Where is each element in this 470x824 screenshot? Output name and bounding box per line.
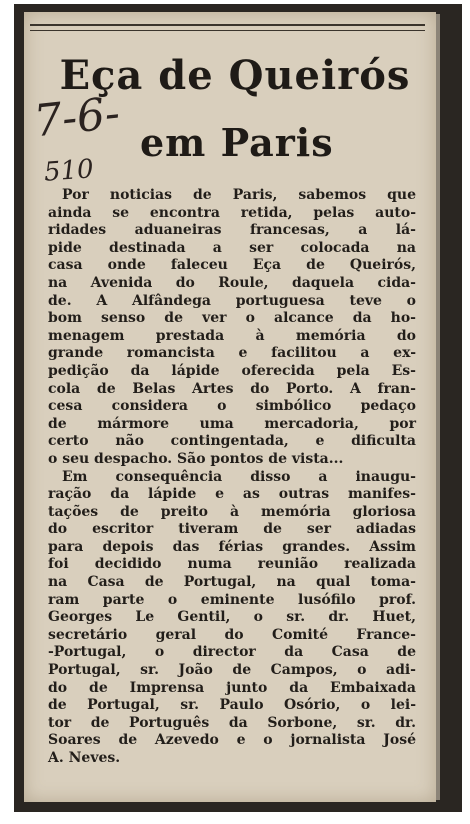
paragraph-1 bbox=[48, 187, 416, 469]
text-line: Por noticias de Paris, sabemos que bbox=[62, 187, 416, 203]
text-line: de Portugal, sr. Paulo Osório, o lei- bbox=[48, 697, 416, 714]
text-line: menagem prestada à memória do bbox=[48, 327, 416, 344]
text-line: cola de Belas Artes do Porto. A fran- bbox=[48, 380, 416, 397]
text-line: Portugal, sr. João de Campos, o adi- bbox=[48, 662, 416, 679]
text-line: o seu despacho. São pontos de vista... bbox=[48, 450, 344, 467]
text-line: para depois das férias grandes. Assim bbox=[48, 538, 416, 555]
top-rule bbox=[30, 24, 425, 26]
text-line: tor de Português da Sorbone, sr. dr. bbox=[48, 714, 416, 731]
headline-line-2: em Paris bbox=[140, 120, 334, 165]
article-body bbox=[48, 187, 416, 768]
text-line: do escritor tiveram de ser adiadas bbox=[48, 521, 416, 538]
text-line: ram parte o eminente lusófilo prof. bbox=[48, 591, 416, 608]
text-line: Em consequência disso a inaugu- bbox=[62, 468, 416, 485]
text-line: pide destinada a ser colocada na bbox=[48, 239, 416, 256]
paragraph-2 bbox=[48, 469, 416, 768]
text-line: foi decidido numa reunião realizada bbox=[48, 556, 416, 573]
text-line: ração da lápide e as outras manifes- bbox=[48, 486, 416, 503]
text-line: secretário geral do Comité France- bbox=[48, 626, 416, 643]
text-line: de mármore uma mercadoria, por bbox=[48, 415, 416, 432]
text-line: certo não contingentada, e dificulta bbox=[48, 433, 416, 450]
text-line: Georges Le Gentil, o sr. dr. Huet, bbox=[48, 609, 416, 626]
text-line: tações de preito à memória gloriosa bbox=[48, 503, 416, 520]
text-line: na Avenida do Roule, daquela cida- bbox=[48, 274, 416, 291]
top-rule-thin bbox=[30, 30, 425, 31]
text-line: casa onde faleceu Eça de Queirós, bbox=[48, 257, 416, 274]
text-line: grande romancista e facilitou a ex- bbox=[48, 345, 416, 362]
text-line: ridades aduaneiras francesas, a lá- bbox=[48, 222, 416, 239]
text-line: na Casa de Portugal, na qual toma- bbox=[48, 574, 416, 591]
handwritten-date: 7-6- bbox=[31, 87, 123, 148]
text-line: ainda se encontra retida, pelas auto- bbox=[48, 204, 416, 221]
headline-line-1: Eça de Queirós bbox=[59, 52, 411, 99]
text-line: Soares de Azevedo e o jornalista José bbox=[48, 732, 416, 749]
text-line: pedição da lápide oferecida pela Es- bbox=[48, 362, 416, 379]
text-line: A. Neves. bbox=[48, 750, 121, 766]
handwritten-number: 510 bbox=[43, 154, 95, 188]
text-line: -Portugal, o director da Casa de bbox=[48, 644, 416, 661]
text-line: do de Imprensa junto da Embaixada bbox=[48, 679, 416, 696]
text-line: de. A Alfândega portuguesa teve o bbox=[48, 292, 416, 309]
text-line: cesa considera o simbólico pedaço bbox=[48, 398, 416, 415]
text-line: bom senso de ver o alcance da ho- bbox=[48, 310, 416, 327]
